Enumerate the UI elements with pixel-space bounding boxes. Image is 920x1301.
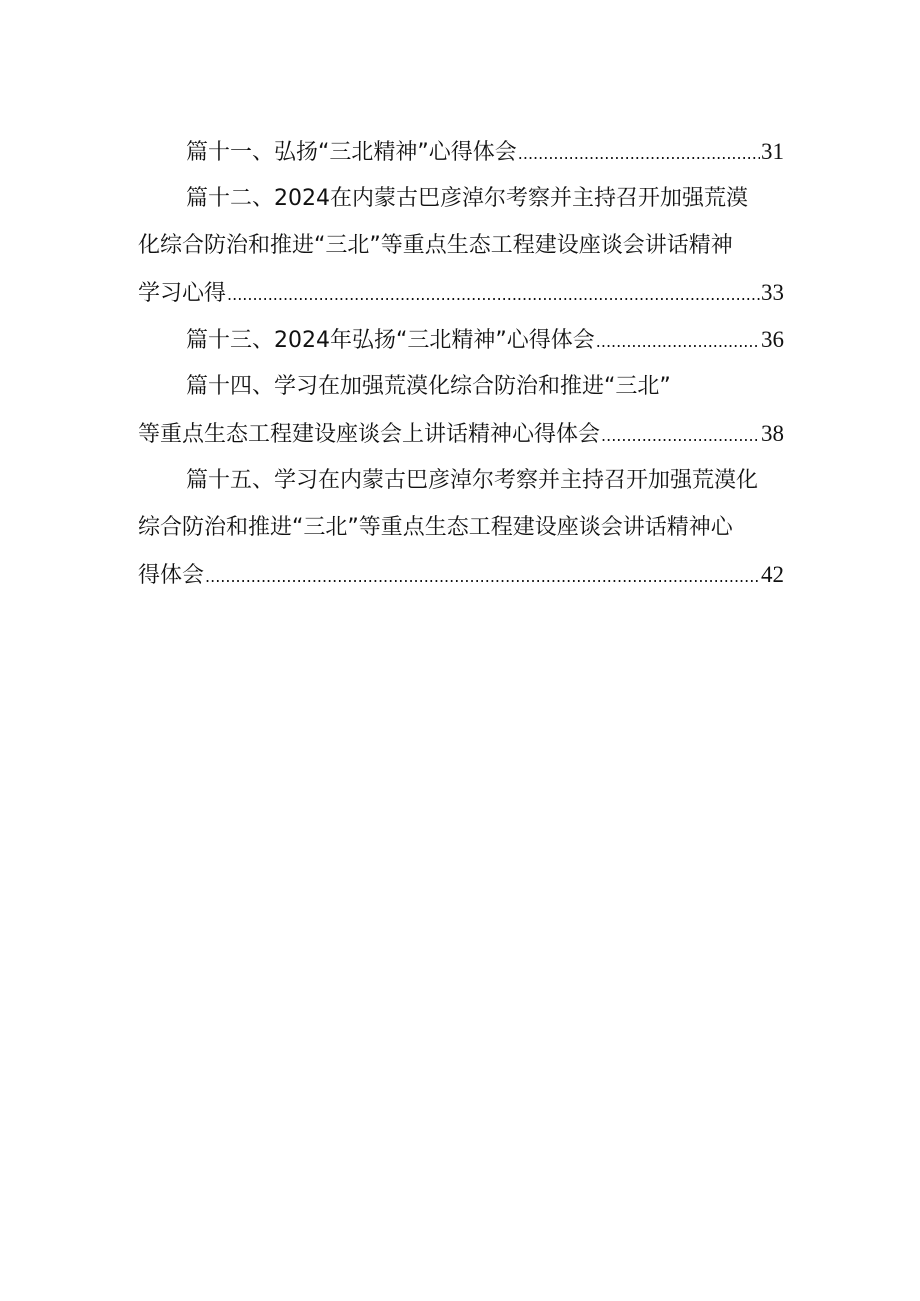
toc-entry-title-cont: 学习心得 — [138, 281, 227, 306]
toc-entry-title-cont: 综合防治和推进“三北”等重点生态工程建设座谈会讲话精神心 — [138, 515, 733, 540]
toc-line — [138, 316, 784, 363]
toc-entry-12[interactable] — [138, 175, 784, 316]
toc-entry-title: 篇十五、学习在内蒙古巴彦淖尔考察并主持召开加强荒漠化 — [186, 468, 759, 493]
toc-page-number: 42 — [761, 562, 784, 587]
dot-leader — [601, 412, 760, 457]
toc-entry-title: 篇十三、2024年弘扬“三北精神”心得体会 — [186, 328, 595, 353]
toc-page-number: 38 — [761, 421, 784, 446]
toc-entry-14[interactable] — [138, 363, 784, 457]
toc-entry-title-cont: 等重点生态工程建设座谈会上讲话精神心得体会 — [138, 422, 601, 447]
toc-line — [138, 175, 784, 222]
toc-line — [138, 551, 784, 598]
toc-page-number: 31 — [761, 139, 784, 164]
toc-line — [138, 457, 784, 504]
dot-leader — [227, 271, 760, 316]
toc-page-number: 36 — [761, 327, 784, 352]
toc-line — [138, 410, 784, 457]
table-of-contents — [138, 128, 784, 598]
dot-leader — [596, 318, 760, 363]
toc-entry-title-cont: 得体会 — [138, 563, 205, 588]
toc-line — [138, 222, 784, 269]
toc-entry-13[interactable] — [138, 316, 784, 363]
toc-entry-15[interactable] — [138, 457, 784, 598]
dot-leader — [518, 130, 760, 175]
toc-line — [138, 269, 784, 316]
toc-entry-title-cont: 化综合防治和推进“三北”等重点生态工程建设座谈会讲话精神 — [138, 233, 733, 258]
toc-page-number: 33 — [761, 280, 784, 305]
dot-leader — [205, 553, 760, 598]
toc-line — [138, 504, 784, 551]
toc-entry-title: 篇十二、2024在内蒙古巴彦淖尔考察并主持召开加强荒漠 — [186, 186, 748, 211]
toc-line — [138, 128, 784, 175]
toc-entry-title: 篇十四、学习在加强荒漠化综合防治和推进“三北” — [186, 374, 671, 399]
toc-entry-title: 篇十一、弘扬“三北精神”心得体会 — [186, 140, 517, 165]
toc-line — [138, 363, 784, 410]
toc-entry-11[interactable] — [138, 128, 784, 175]
